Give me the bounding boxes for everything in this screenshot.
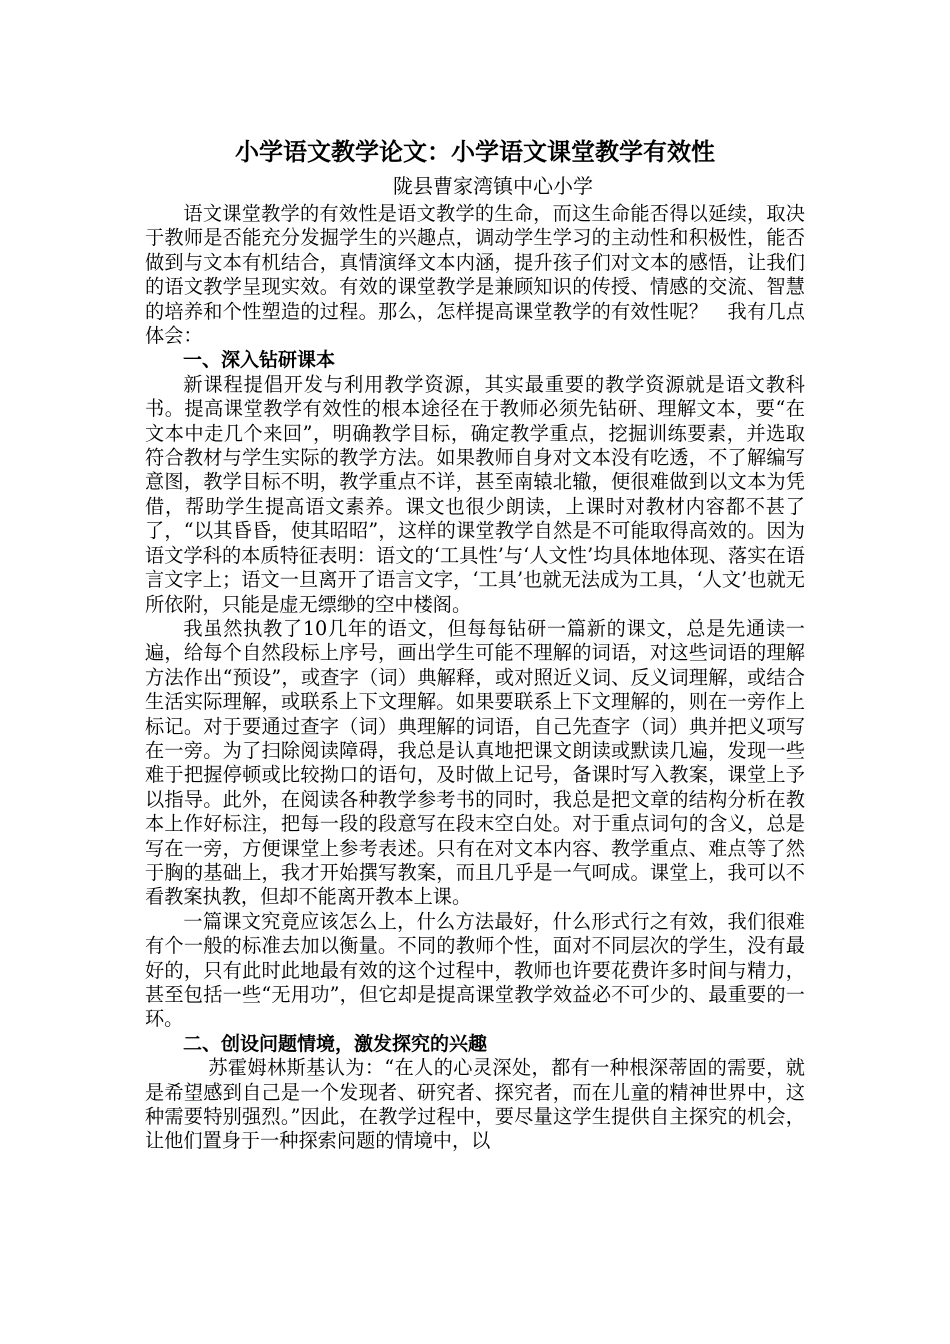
intro-paragraph: 语文课堂教学的有效性是语文教学的生命，而这生命能否得以延续，取决于教师是否能充分发掘学生的兴趣点，调动学生学习的主动性和积极性，能否做到与文本有机结合，真情演绎文本内涵，提升孩子们对文本的感悟，让我们的语文教学呈现实效。有效的课堂教学是兼顾知识的传授、情感的交流、智慧的培养和个性塑造的过程。那么，怎样提高课堂教学的有效性呢？ 我有几点体会： (145, 202, 805, 348)
section-heading-1: 一、深入钻研课本 (183, 349, 336, 372)
document-author: 陇县曹家湾镇中心小学 (393, 174, 593, 198)
section2-paragraph-1: 苏霍姆林斯基认为：“在人的心灵深处，都有一种根深蒂固的需要，就是希望感到自己是一个发现者、研究者、探究者，而在儿童的精神世界中，这种需要特别强烈。”因此，在教学过程中，要尽量这学生提供自主探究的机会，让他们置身于一种探索问题的情境中，以 (145, 1056, 805, 1153)
section-heading-2: 二、创设问题情境，激发探究的兴趣 (183, 1032, 488, 1055)
document-page (145, 134, 805, 1154)
section1-paragraph-3: 一篇课文究竟应该怎么上，什么方法最好，什么形式行之有效，我们很难有个一般的标准去加以衡量。不同的教师个性，面对不同层次的学生，没有最好的，只有此时此地最有效的这个过程中，教师也许要花费许多时间与精力，甚至包括一些“无用功”，但它却是提高课堂教学效益必不可少的、最重要的一环。 (145, 909, 805, 1031)
section1-paragraph-2: 我虽然执教了10几年的语文，但每每钻研一篇新的课文，总是先通读一遍，给每个自然段标上序号，画出学生可能不理解的词语，对这些词语的理解方法作出“预设”，或查字（词）典解释，或对照近义词、反义词理解，或结合生活实际理解，或联系上下文理解。如果要联系上下文理解的，则在一旁作上标记。对于要通过查字（词）典理解的词语，自己先查字（词）典并把义项写在一旁。为了扫除阅读障碍，我总是认真地把课文朗读或默读几遍，发现一些难于把握停顿或比较拗口的语句，及时做上记号，备课时写入教案，课堂上予以指导。此外，在阅读各种教学参考书的同时，我总是把文章的结构分析在教本上作好标注，把每一段的段意写在段末空白处。对于重点词句的含义，总是写在一旁，方便课堂上参考表述。只有在对文本内容、教学重点、难点等了然于胸的基础上，我才开始撰写教案，而且几乎是一气呵成。课堂上，我可以不看教案执教，但却不能离开教本上课。 (145, 616, 805, 909)
document-title: 小学语文教学论文：小学语文课堂教学有效性 (235, 138, 715, 166)
section1-paragraph-1: 新课程提倡开发与利用教学资源，其实最重要的教学资源就是语文教科书。提高课堂教学有效性的根本途径在于教师必须先钻研、理解文本，要“在文本中走几个来回”，明确教学目标，确定教学重点，挖掘训练要素，并选取符合教材与学生实际的教学方法。如果教师自身对文本没有吃透，不了解编写意图，教学目标不明，教学重点不详，甚至南辕北辙，便很难做到以文本为凭借，帮助学生提高语文素养。课文也很少朗读，上课时对教材内容都不甚了了，“以其昏昏，使其昭昭”，这样的课堂教学自然是不可能取得高效的。因为语文学科的本质特征表明：语文的‘工具性’与‘人文性’均具体地体现、落实在语言文字上；语文一旦离开了语言文字，‘工具’也就无法成为工具，‘人文’也就无所依附，只能是虚无缥缈的空中楼阁。 (145, 372, 805, 616)
